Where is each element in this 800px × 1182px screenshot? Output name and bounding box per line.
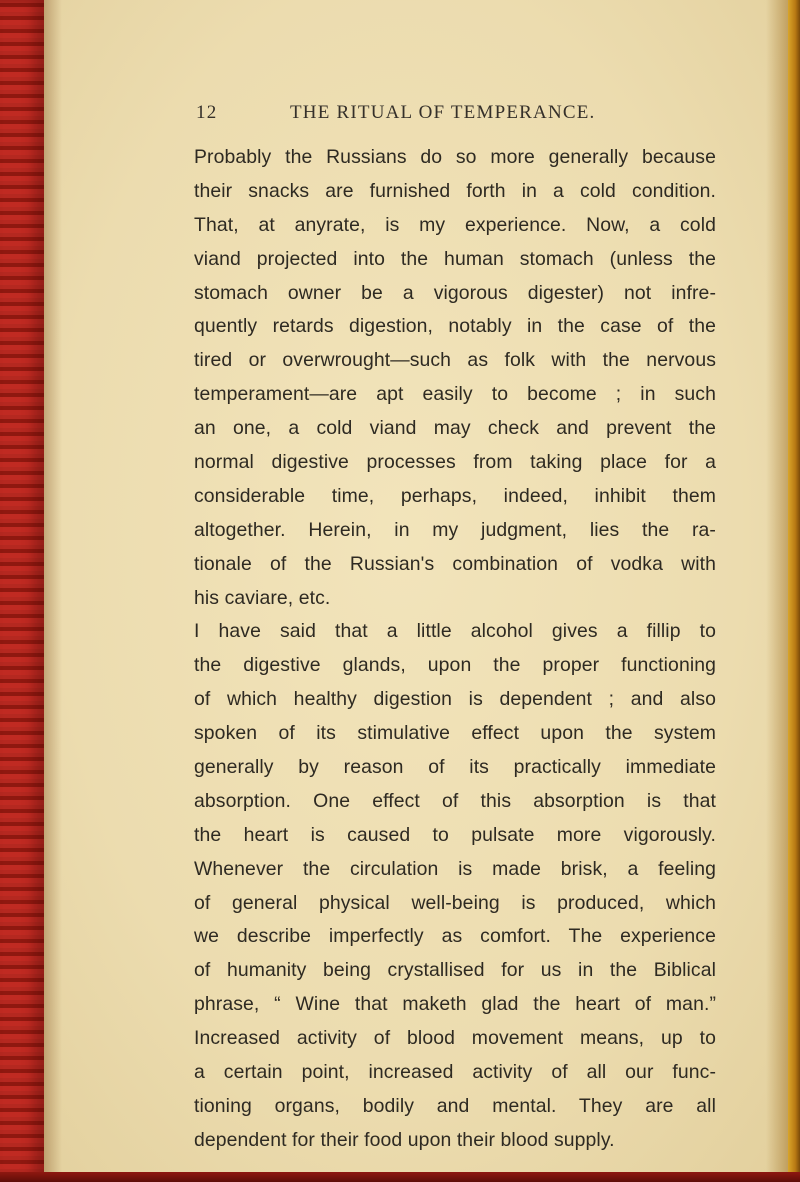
- text-line: a certain point, increased activity of all our func-: [194, 1061, 716, 1084]
- text-line: of general physical well-being is produced, which: [194, 891, 716, 914]
- text-line: Whenever the circulation is made brisk, a feeling: [194, 857, 716, 880]
- text-line: That, at anyrate, is my experience. Now, a cold: [194, 213, 716, 236]
- text-line: viand projected into the human stomach (unless the: [194, 247, 716, 270]
- running-head: THE RITUAL OF TEMPERANCE.: [290, 102, 596, 123]
- text-line: we describe imperfectly as comfort. The experience: [194, 925, 716, 948]
- text-line: Probably the Russians do so more generally because: [194, 146, 716, 168]
- page-number: 12: [196, 102, 218, 123]
- text-line: stomach owner be a vigorous digester) not infre-: [194, 281, 716, 304]
- text-line: Increased activity of blood movement means, up to: [194, 1027, 716, 1050]
- body-text: [194, 141, 716, 1158]
- text-line: of which healthy digestion is dependent ; and also: [194, 688, 716, 711]
- text-line: their snacks are furnished forth in a cold condition.: [194, 179, 716, 202]
- text-line: temperament—are apt easily to become ; in such: [194, 383, 716, 406]
- text-line: I have said that a little alcohol gives a fillip to: [194, 620, 716, 643]
- book-binding-left: [0, 0, 44, 1182]
- text-line: the digestive glands, upon the proper functioning: [194, 654, 716, 677]
- text-line: dependent for their food upon their blood supply.: [194, 1128, 615, 1151]
- text-line: an one, a cold viand may check and prevent the: [194, 417, 716, 440]
- book-binding-bottom: [0, 1172, 800, 1182]
- text-line: phrase, “ Wine that maketh glad the heart of man.”: [194, 993, 716, 1016]
- page-header: [196, 102, 676, 130]
- text-line: tioning organs, bodily and mental. They are all: [194, 1094, 716, 1117]
- text-line: the heart is caused to pulsate more vigorously.: [194, 823, 716, 846]
- text-line: absorption. One effect of this absorption is that: [194, 789, 716, 812]
- text-line: quently retards digestion, notably in the case of the: [194, 315, 716, 338]
- book-binding-right: [788, 0, 800, 1182]
- text-line: normal digestive processes from taking place for a: [194, 451, 716, 474]
- text-line: spoken of its stimulative effect upon the system: [194, 722, 716, 745]
- text-line: altogether. Herein, in my judgment, lies the ra-: [194, 518, 716, 541]
- text-line: considerable time, perhaps, indeed, inhibit them: [194, 484, 716, 507]
- text-line: generally by reason of its practically immediate: [194, 756, 716, 779]
- text-line: tired or overwrought—such as folk with the nervous: [194, 349, 716, 372]
- text-line: his caviare, etc.: [194, 586, 331, 609]
- text-line: of humanity being crystallised for us in the Biblical: [194, 959, 716, 982]
- text-line: tionale of the Russian's combination of vodka with: [194, 552, 716, 575]
